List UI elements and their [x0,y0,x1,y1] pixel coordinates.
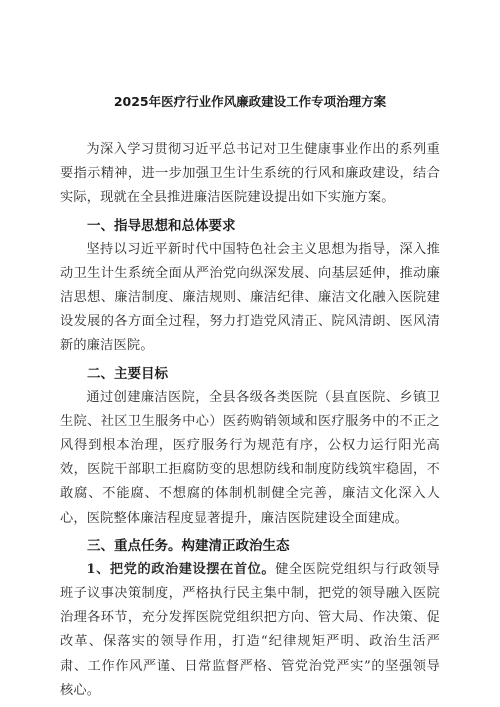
section-paragraph-guiding-principles: 坚持以习近平新时代中国特色社会主义思想为指导，深入推动卫生计生系统全面从严治党向纵深发展、向基层延伸，推动廉洁思想、廉洁制度、廉洁规则、廉洁纪律、廉洁文化融入医院建设发展的各方面全过程，努力打造党风清正、院风清朗、医风清新的廉洁医院。 [60,241,440,354]
section-heading-guiding-principles: 一、指导思想和总体要求 [87,217,236,234]
intro-paragraph: 为深入学习贯彻习近平总书记对卫生健康事业作出的系列重要指示精神，进一步加强卫生计生系统的行风和廉政建设，结合实际，现就在全县推进廉洁医院建设提出如下实施方案。 [60,142,440,206]
section-paragraph-main-goals: 通过创建廉洁医院，全县各级各类医院（县直医院、乡镇卫生院、社区卫生服务中心）医药购销领域和医疗服务中的不正之风得到根本治理，医疗服务行为规范有序，公权力运行阳光高效，医院干部职工拒腐防变的思想防线和制度防线筑牢稳固，不敢腐、不能腐、不想腐的体制机制健全完善，廉洁文化深入人心，医院整体廉洁程度显著提升，廉洁医院建设全面建成。 [60,389,440,526]
document-title: 2025年医疗行业作风廉政建设工作专项治理方案 [113,94,387,109]
item-label: 1、把党的政治建设摆在首位。 [86,561,276,577]
section-heading-key-tasks: 三、重点任务。构建清正政治生态 [87,537,290,554]
document-body [60,138,440,703]
section-heading-main-goals: 二、主要目标 [87,365,168,382]
item-text: 健全医院党组织与行政领导班子议事决策制度，严格执行民主集中制，把党的领导融入医院治理各环节，充分发挥医院党组织把方向、管大局、作决策、促改革、保落实的领导作用，打造“纪律规矩严明、政治生活严肃、工作作风严谨、日常监督严格、管党治党严实”的坚强领导核心。 [60,561,440,698]
section-paragraph-key-tasks [60,558,440,703]
